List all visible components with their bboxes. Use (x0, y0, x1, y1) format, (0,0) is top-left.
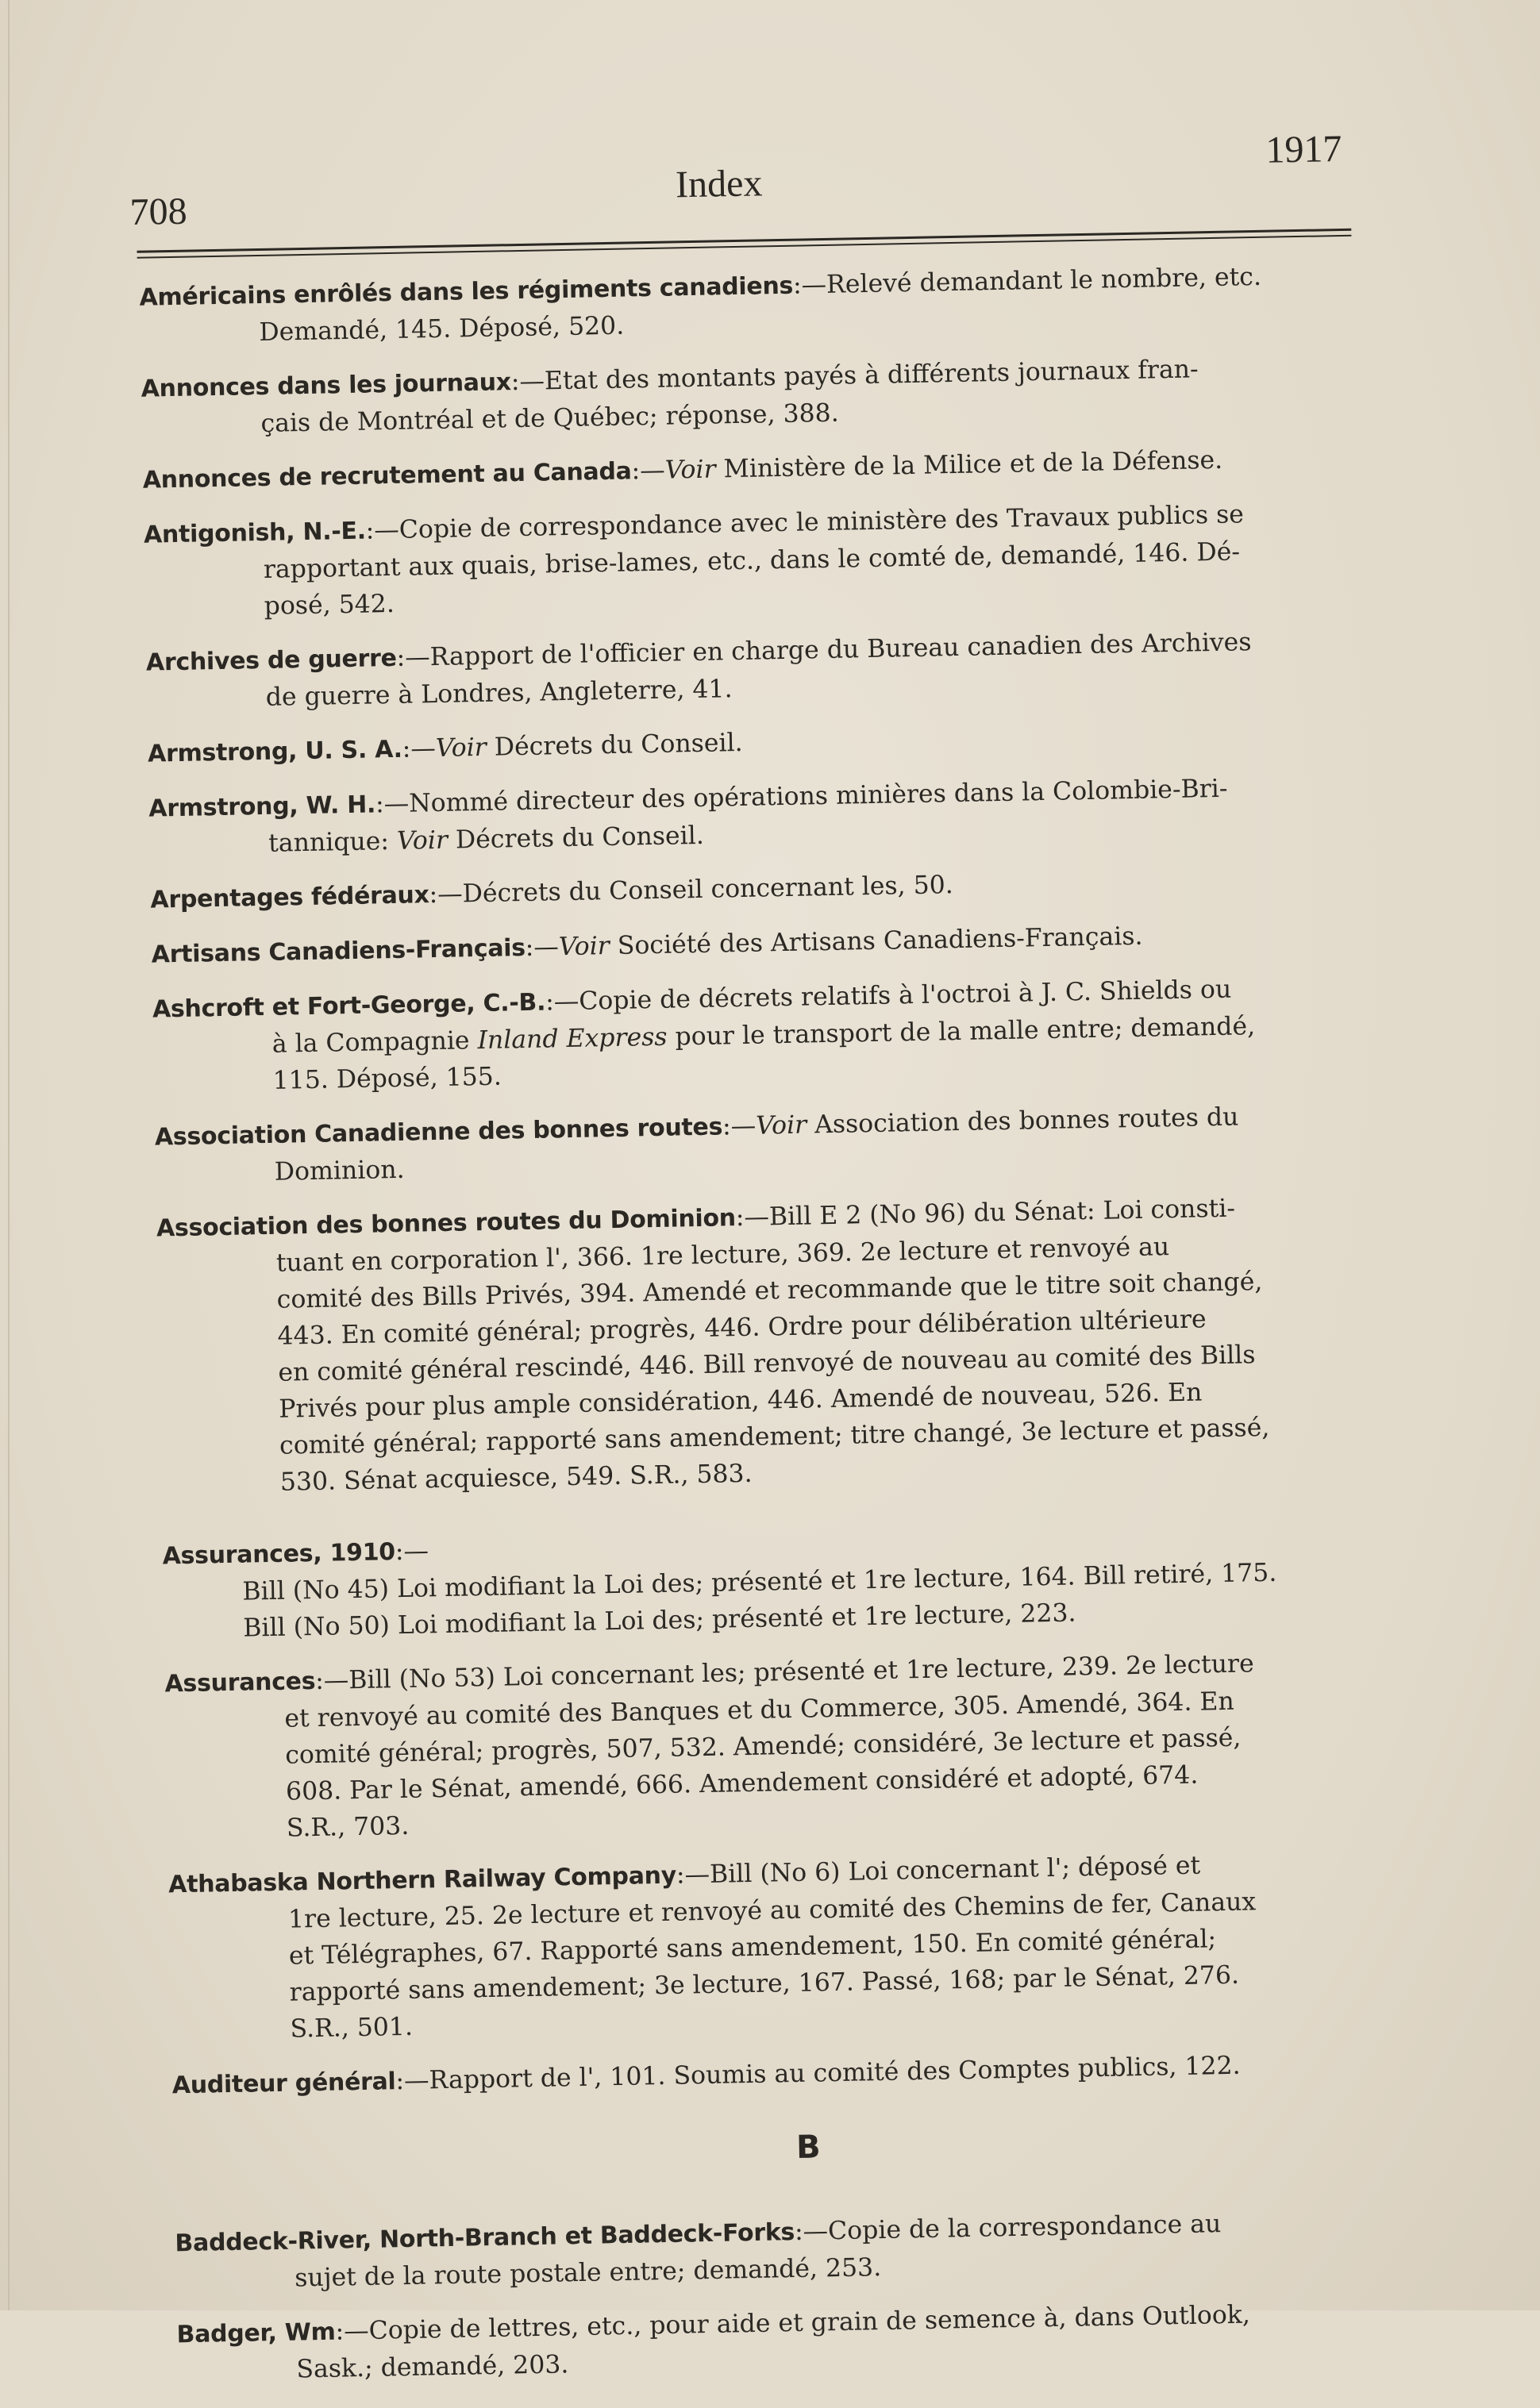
index-entry (168, 1844, 1410, 2050)
entry-heading: Auditeur général (171, 2068, 396, 2100)
entry-heading: Assurances (164, 1667, 316, 1698)
entry-heading: Annonces de recrutement au Canada (142, 457, 632, 494)
entry-text: de guerre à Londres, Angleterre, 41. (265, 675, 733, 712)
entry-text: :—Copie de lettres, etc., pour aide et grain de semence à, dans Outlook, (335, 2300, 1251, 2346)
entry-text: rapportant aux quais, brise-lames, etc., dans le comté de, demandé, 146. Dé- (263, 537, 1241, 584)
voir-reference: Voir (558, 932, 610, 962)
entry-heading: Association Canadienne des bonnes routes (154, 1113, 723, 1152)
entry-text: 1re lecture, 25. 2e lecture et renvoyé au comité des Chemins de fer, Canaux (287, 1887, 1257, 1934)
entry-text: et Télégraphes, 67. Rapporté sans amendement, 150. En comité général; (288, 1925, 1217, 1971)
entry-text: :— (631, 456, 665, 486)
entry-text: Sask.; demandé, 203. (296, 2350, 569, 2384)
entry-heading: Antigonish, N.-E. (143, 517, 367, 549)
index-entry (155, 1096, 1394, 1193)
voir-reference: Voir (396, 825, 449, 856)
header-rule (137, 229, 1351, 253)
index-entry (150, 859, 1389, 919)
section-letter: B (795, 2129, 822, 2166)
entry-text: :—Bill (No 53) Loi concernant les; présenté et 1re lecture, 239. 2e lecture (314, 1649, 1255, 1695)
index-entry (146, 621, 1385, 718)
entry-heading: Archives de guerre (145, 644, 397, 677)
sub-entry: Bill (No 45) Loi modifiant la Loi des; présenté et 1re lecture, 164. Bill retiré, 175. (242, 1558, 1277, 1606)
index-entry (164, 1643, 1406, 1849)
entry-heading: Badger, Wm (176, 2318, 336, 2349)
entry-text: Décrets du Conseil. (447, 821, 705, 855)
voir-reference: Voir (755, 1110, 807, 1141)
entry-text: :—Etat des montants payés à différents journaux fran- (510, 355, 1199, 397)
index-entry (171, 2044, 1411, 2105)
entry-text: comité général; rapporté sans amendement; titre changé, 3e lecture et passé, (279, 1413, 1270, 1460)
index-entry (141, 348, 1380, 444)
entry-text: :—Rapport de l'officier en charge du Bureau canadien des Archives (396, 628, 1252, 672)
entry-text: pour le transport de la malle entre; demandé, (667, 1012, 1256, 1052)
entry-text: çais de Montréal et de Québec; réponse, 388. (260, 398, 840, 438)
entry-heading: Athabaska Northern Railway Company (167, 1861, 677, 1899)
entry-heading: Assurances, 1910 (162, 1538, 396, 1571)
entry-heading: Arpentages fédéraux (150, 881, 429, 914)
entry-text: rapporté sans amendement; 3e lecture, 167. Passé, 168; par le Sénat, 276. (289, 1960, 1240, 2007)
index-entry (156, 1187, 1400, 1503)
entry-text: tuant en corporation l', 366. 1re lecture, 369. 2e lecture et renvoyé au (275, 1233, 1170, 1278)
entry-text: tannique: (268, 826, 398, 858)
entry-text: posé, 542. (264, 589, 395, 621)
index-entries (139, 256, 1416, 2407)
entry-text: :—Copie de décrets relatifs à l'octroi à J. C. Shields ou (545, 975, 1232, 1017)
entry-text: :—Bill (No 6) Loi concernant l'; déposé et (676, 1851, 1201, 1890)
index-entry (139, 256, 1378, 353)
entry-heading: Américains enrôlés dans les régiments canadiens (139, 271, 794, 312)
entry-text: :—Copie de correspondance avec le ministère des Travaux publics se (365, 500, 1245, 545)
entry-heading: Annonces dans les journaux (141, 368, 512, 403)
entry-text: Dominion. (274, 1155, 405, 1187)
entry-text: Privés pour plus ample considération, 446. Amendé de nouveau, 526. En (278, 1378, 1203, 1424)
entry-text: Demandé, 145. Déposé, 520. (259, 311, 625, 347)
entry-text: :— (525, 933, 560, 962)
entry-heading: Association des bonnes routes du Dominion (156, 1204, 737, 1243)
entry-heading: Armstrong, W. H. (148, 790, 376, 823)
entry-text: S.R., 501. (290, 2012, 414, 2044)
entry-text: 443. En comité général; progrès, 446. Ordre pour délibération ultérieure (277, 1305, 1207, 1351)
entry-text: Association des bonnes routes du (806, 1102, 1239, 1140)
entry-text: :—Bill E 2 (No 96) du Sénat: Loi consti- (735, 1194, 1236, 1233)
entry-text: :— (395, 1537, 429, 1567)
entry-text: comité général; progrès, 507, 532. Amendé; considéré, 3e lecture et passé, (284, 1723, 1242, 1770)
index-page (127, 120, 1399, 2384)
entry-text: et renvoyé au comité des Banques et du Commerce, 305. Amendé, 364. En (284, 1687, 1235, 1733)
entry-text: :— (722, 1111, 757, 1141)
entry-text: 608. Par le Sénat, amendé, 666. Amendement considéré et adopté, 674. (285, 1760, 1199, 1806)
entry-heading: Baddeck-River, North-Branch et Baddeck-Forks (175, 2218, 795, 2258)
entry-heading: Armstrong, U. S. A. (147, 735, 403, 768)
entry-text: en comité général rescindé, 446. Bill renvoyé de nouveau au comité des Bills (278, 1341, 1256, 1387)
entry-text: :—Décrets du Conseil concernant les, 50. (429, 871, 954, 910)
entry-text: 530. Sénat acquiesce, 549. S.R., 583. (279, 1459, 753, 1497)
index-entry (175, 2202, 1414, 2299)
voir-reference: Voir (664, 455, 716, 485)
page-header (127, 120, 1399, 238)
entry-text: 115. Déposé, 155. (272, 1062, 502, 1095)
entry-text: :— (402, 734, 437, 764)
index-entry (148, 713, 1387, 773)
page-edge-shadow (8, 0, 10, 2310)
entry-text: Société des Artisans Canadiens-Français. (609, 921, 1143, 961)
page-year: 1917 (1265, 127, 1342, 171)
entry-text: sujet de la route postale entre; demandé, 253. (295, 2253, 882, 2293)
entry-heading: Artisans Canadiens-Français (151, 933, 526, 969)
index-entry (176, 2294, 1415, 2391)
entry-text: comité des Bills Privés, 394. Amendé et recommande que le titre soit changé, (276, 1267, 1263, 1314)
italic-name: Inland Express (477, 1022, 668, 1056)
page-title: Index (675, 162, 763, 206)
entry-text: :—Copie de la correspondance au (794, 2210, 1222, 2247)
entry-text: :—Relevé demandant le nombre, etc. (792, 262, 1262, 300)
voir-reference: Voir (435, 733, 487, 763)
index-entry (148, 767, 1388, 864)
sub-entry: Bill (No 50) Loi modifiant la Loi des; présenté et 1re lecture, 223. (242, 1598, 1076, 1643)
index-entry (142, 439, 1381, 499)
page-number: 708 (129, 190, 188, 233)
index-entry (162, 1515, 1402, 1648)
index-entry (144, 494, 1384, 627)
entry-text: Décrets du Conseil. (486, 728, 743, 762)
index-entry (151, 914, 1390, 974)
index-entry (152, 968, 1392, 1102)
entry-text: S.R., 703. (286, 1811, 410, 1843)
entry-text: :—Nommé directeur des opérations minières dans la Colombie-Bri- (375, 774, 1228, 819)
entry-text: Ministère de la Milice et de la Défense. (715, 445, 1223, 484)
entry-heading: Ashcroft et Fort-George, C.-B. (152, 988, 546, 1024)
entry-text: :—Rapport de l', 101. Soumis au comité des Comptes publics, 122. (395, 2051, 1241, 2096)
entry-text: à la Compagnie (271, 1026, 478, 1059)
